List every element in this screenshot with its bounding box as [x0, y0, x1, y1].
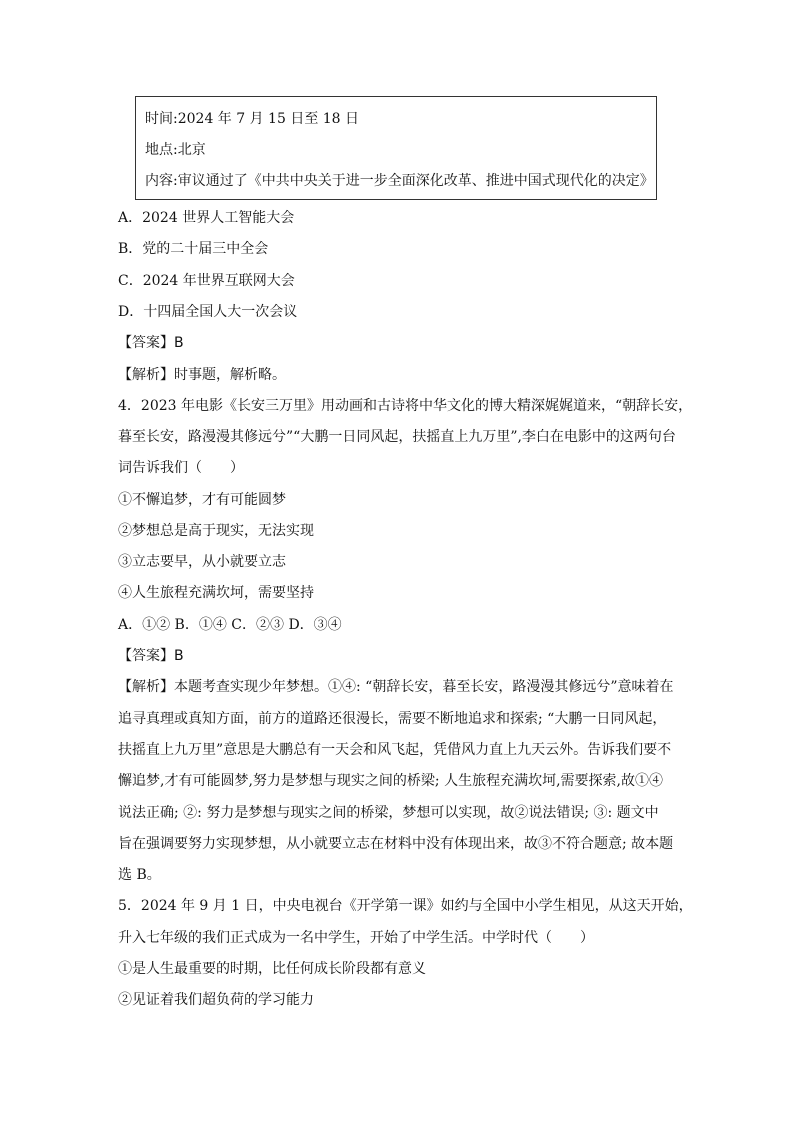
info-time: 时间:2024 年 7 月 15 日至 18 日	[145, 111, 360, 127]
q4-choice-4: ④人生旅程充满坎坷，需要坚持	[118, 585, 314, 601]
q4-choice-2: ②梦想总是高于现实，无法实现	[118, 523, 314, 539]
q4-analysis-line-1: 【解析】本题考查实现少年梦想。①④: “朝辞长安，暮至长安，路漫漫其修远兮”意味着在	[118, 679, 674, 695]
q5-choice-2: ②见证着我们超负荷的学习能力	[118, 992, 314, 1008]
q4-analysis-line-5: 说法正确; ②: 努力是梦想与现实之间的桥梁，梦想可以实现，故②说法错误; ③: 题文中	[118, 805, 659, 821]
info-place: 地点:北京	[145, 142, 206, 158]
q4-analysis-line-2: 追寻真理或真知方面，前方的道路还很漫长，需要不断地追求和探索; “大鹏一日同风起，	[118, 711, 667, 727]
q4-choice-3: ③立志要早，从小就要立志	[118, 554, 286, 570]
q5-stem-line-1: 5．2024 年 9 月 1 日，中央电视台《开学第一课》如约与全国中小学生相见，从这天开始，	[118, 898, 693, 914]
q3-answer: 【答案】B	[118, 335, 184, 351]
q3-analysis: 【解析】时事题，解析略。	[118, 367, 286, 383]
q3-option-a: A．2024 世界人工智能大会	[118, 210, 295, 226]
q3-option-d: D．十四届全国人大一次会议	[118, 304, 298, 320]
q3-option-c: C．2024 年世界互联网大会	[118, 273, 295, 289]
q4-analysis-line-6: 旨在强调要努力实现梦想，从小就要立志在材料中没有体现出来，故③不符合题意; 故本题	[118, 836, 674, 852]
q4-choice-1: ①不懈追梦，才有可能圆梦	[118, 492, 286, 508]
info-box	[135, 96, 657, 200]
info-content: 内容:审议通过了《中共中央关于进一步全面深化改革、推进中国式现代化的决定》	[145, 173, 654, 189]
q4-stem-line-2: 暮至长安，路漫漫其修远兮”“大鹏一日同风起，扶摇直上九万里”,李白在电影中的这两句台	[118, 429, 676, 445]
q4-analysis-line-7: 选 B。	[118, 867, 161, 883]
q5-choice-1: ①是人生最重要的时期，比任何成长阶段都有意义	[118, 961, 426, 977]
q4-stem-line-3: 词告诉我们（ ）	[118, 460, 244, 476]
q4-stem-line-1: 4．2023 年电影《长安三万里》用动画和古诗将中华文化的博大精深娓娓道来，“朝辞长安，	[118, 398, 693, 414]
q4-answer: 【答案】B	[118, 648, 184, 664]
q4-options: A．①② B．①④ C．②③ D．③④	[118, 617, 342, 633]
q4-analysis-line-4: 懈追梦,才有可能圆梦,努力是梦想与现实之间的桥梁; 人生旅程充满坎坷,需要探索,故①④	[118, 773, 663, 789]
q3-option-b: B．党的二十届三中全会	[118, 241, 269, 257]
q4-analysis-line-3: 扶摇直上九万里”意思是大鹏总有一天会和风飞起，凭借风力直上九天云外。告诉我们要不	[118, 742, 672, 758]
q5-stem-line-2: 升入七年级的我们正式成为一名中学生，开始了中学生活。中学时代（ ）	[118, 930, 594, 946]
